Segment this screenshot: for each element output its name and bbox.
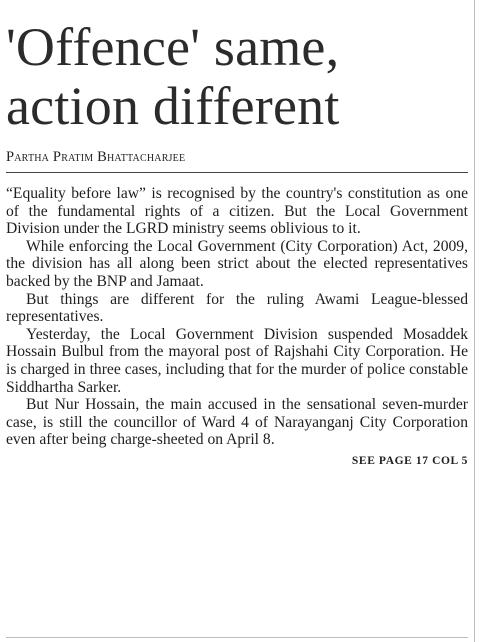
bottom-rule — [6, 637, 468, 638]
paragraph-3: But things are different for the ruling Awami League-blessed representatives. — [6, 290, 468, 326]
headline — [6, 0, 468, 136]
paragraph-5: But Nur Hossain, the main accused in the sensational seven-murder case, is still the councillor of Ward 4 of Narayanganj City Corporation even after being charge-sheeted on April 8. — [6, 396, 468, 449]
news-article — [6, 0, 468, 467]
paragraph-1: “Equality before law” is recognised by the country's constitution as one of the fundamental rights of a citizen. But the Local Government Division under the LGRD ministry seems oblivious to it. — [6, 185, 468, 238]
byline: Partha Pratim Bhattacharjee — [6, 149, 468, 173]
headline-line-1: 'Offence' same, — [6, 17, 340, 77]
paragraph-4: Yesterday, the Local Government Division suspended Mosaddek Hossain Bulbul from the mayoral post of Rajshahi City Corporation. He is charged in three cases, including that for the murder of police constable Siddhartha Sarker. — [6, 325, 468, 396]
column-rule — [474, 0, 475, 642]
continuation-reference: SEE PAGE 17 COL 5 — [351, 454, 468, 467]
article-body — [6, 185, 468, 449]
headline-line-2: action different — [6, 76, 340, 136]
paragraph-2: While enforcing the Local Government (City Corporation) Act, 2009, the division has all along been strict about the elected representatives backed by the BNP and Jamaat. — [6, 237, 468, 290]
